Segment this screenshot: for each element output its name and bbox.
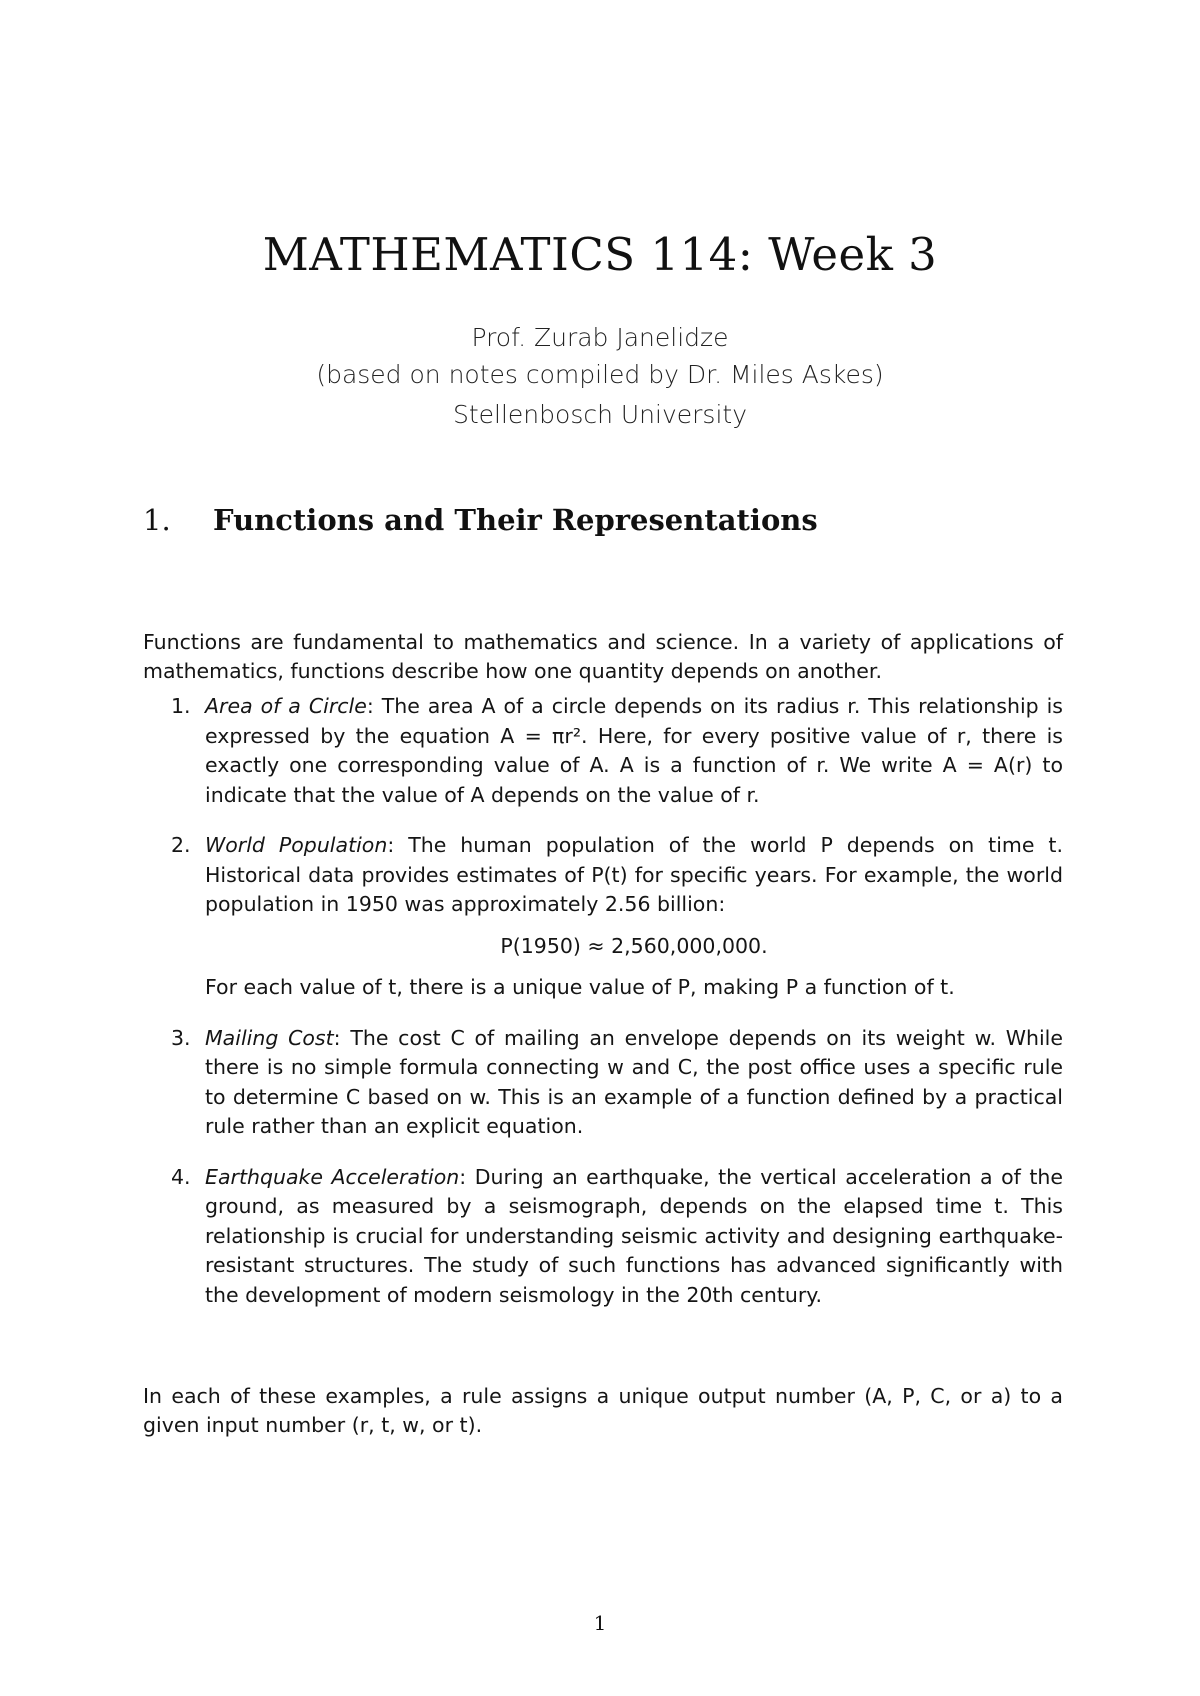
- closing-paragraph: In each of these examples, a rule assigns a unique output number (A, P, C, or a) to a given input number (r, t, w, or t).: [143, 1383, 1063, 1437]
- item-term: Mailing Cost: [205, 1025, 334, 1050]
- section-heading: [143, 503, 818, 537]
- list-marker: 1.: [171, 694, 191, 718]
- list-item: 2. World Population: The human population of the world P depends on time t. Historical data provides estimates of P(t) for specific years. For example, the world population in 1950 was approximately 2.56 billion: P(1950) ≈ 2,560,000,000. For each value of t, there is a unique value of P, making P a function of t.: [143, 831, 1063, 1003]
- item-text: During an earthquake, the vertical acceleration a of the ground, as measured by a seismograph, depends on the elapsed time t. This relationship is crucial for understanding seismic activity and designing earthquake-resistant structures. The study of such functions has advanced significantly with the development of modern seismology in the 20th century.: [205, 1164, 1063, 1307]
- list-marker: 2.: [171, 833, 191, 857]
- item-term: Area of a Circle: [205, 694, 367, 718]
- item-text: The cost C of mailing an envelope depends on its weight w. While there is no simple formula connecting w and C, the post office uses a specific rule to determine C based on w. This is an example of a function defined by a practical rule rather than an explicit equation.: [205, 1025, 1063, 1138]
- author-name: Prof. Zurab Janelidze: [471, 323, 729, 352]
- list-marker: 3.: [171, 1025, 191, 1050]
- item-followup-text: For each value of t, there is a unique value of P, making P a function of t.: [205, 975, 955, 999]
- document-title: MATHEMATICS 114: Week 3: [262, 228, 938, 281]
- list-item: 3. Mailing Cost: The cost C of mailing an envelope depends on its weight w. While there is no simple formula connecting w and C, the post office uses a specific rule to determine C based on w. This is an example of a function defined by a practical rule rather than an explicit equation.: [171, 1025, 1063, 1138]
- page-number: 1: [593, 1611, 607, 1635]
- section-title: Functions and Their Representations: [213, 503, 818, 537]
- list-marker: 4.: [171, 1164, 191, 1189]
- item-term: Earthquake Acceleration: [205, 1164, 460, 1189]
- list-item: 1. Area of a Circle: The area A of a circle depends on its radius r. This relationship is expressed by the equation A = πr². Here, for every positive value of r, there is exactly one corresponding value of A. A is a function of r. We write A = A(r) to indicate that the value of A depends on the value of r.: [171, 694, 1063, 807]
- item-text: The human population of the world P depends on time t. Historical data provides estimates of P(t) for specific years. For example, the world population in 1950 was approximately 2.56 billion:: [205, 833, 1063, 916]
- intro-paragraph: Functions are fundamental to mathematics and science. In a variety of applications of mathematics, functions describe how one quantity depends on another.: [143, 629, 1063, 683]
- examples-list: [143, 692, 1063, 1331]
- display-equation: P(1950) ≈ 2,560,000,000.: [500, 933, 768, 958]
- section-number: 1.: [143, 503, 171, 537]
- list-item: 4. Earthquake Acceleration: During an earthquake, the vertical acceleration a of the ground, as measured by a seismograph, depends on the elapsed time t. This relationship is crucial for understanding seismic activity and designing earthquake-resistant structures. The study of such functions has advanced significantly with the development of modern seismology in the 20th century.: [171, 1164, 1063, 1307]
- item-text: The area A of a circle depends on its radius r. This relationship is expressed by the equation A = πr². Here, for every positive value of r, there is exactly one corresponding value of A. A is a function of r. We write A = A(r) to indicate that the value of A depends on the value of r.: [205, 694, 1063, 807]
- author-note: (based on notes compiled by Dr. Miles Askes): [316, 360, 884, 389]
- item-term: World Population: [205, 833, 388, 857]
- affiliation: Stellenbosch University: [452, 400, 747, 429]
